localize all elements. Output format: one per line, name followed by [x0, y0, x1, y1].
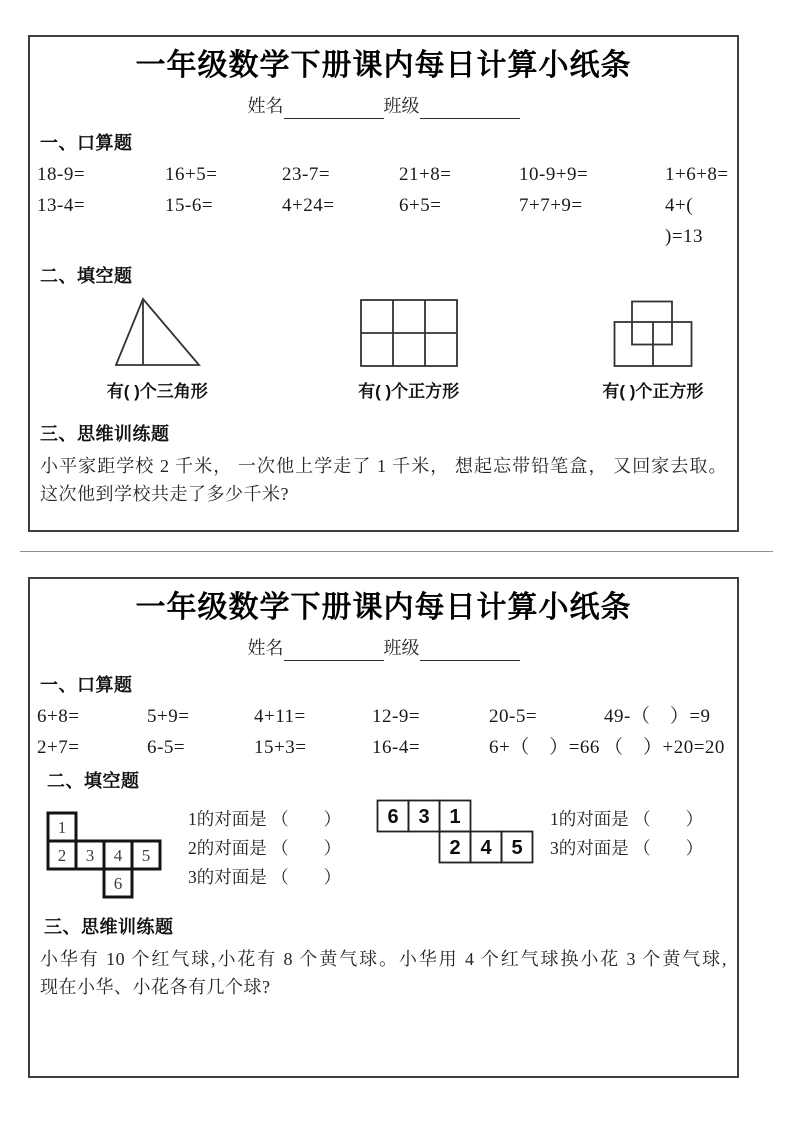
square-grid-figure [359, 298, 459, 368]
oral-problem: （ ）+20=20 [604, 737, 725, 758]
fill-section-heading: 二、填空题 [40, 266, 133, 286]
thinking-problem-line: 小平家距学校 2 千米， 一次他上学走了 1 千米， 想起忘带铅笔盒， 又回家去取。 [40, 456, 727, 476]
net-cell-label: 6 [387, 806, 399, 828]
net-cell-label: 1 [449, 806, 461, 828]
oral-problem: 16-4= [372, 737, 421, 758]
oral-problem: 6+（ ）=66 [489, 737, 600, 758]
name-blank [284, 641, 384, 661]
oral-problem: 21+8= [399, 164, 452, 185]
page-title: 一年级数学下册课内每日计算小纸条 [135, 49, 632, 82]
oral-problems [30, 697, 737, 763]
oral-problem: 23-7= [282, 164, 331, 185]
oral-section-heading: 一、口算题 [40, 133, 133, 153]
opposite-face-question: 1的对面是 （ ） [550, 809, 704, 829]
oral-problem: 2+7= [37, 737, 80, 758]
grid-figure-block [325, 298, 493, 402]
oral-problem: 6+5= [399, 195, 442, 216]
worksheet-card-2 [28, 577, 739, 1078]
cube-net-cross-figure [46, 811, 164, 901]
net-cell-label: 2 [57, 846, 67, 865]
oral-problem: 4+11= [254, 706, 306, 727]
name-blank [284, 99, 384, 119]
oral-problem: 10-9+9= [519, 164, 589, 185]
opposite-face-question: 1的对面是 （ ） [188, 809, 342, 829]
thinking-section-heading: 三、思维训练题 [40, 424, 170, 444]
page-divider-line [20, 551, 773, 552]
oral-problem: 12-9= [372, 706, 421, 727]
net-cell-label: 5 [511, 837, 523, 859]
opposite-face-questions-right [550, 805, 703, 863]
net-cell-label: 5 [141, 846, 151, 865]
name-class-line [30, 93, 737, 119]
oral-problem: 20-5= [489, 706, 538, 727]
overlapping-squares-figure [613, 300, 693, 368]
name-label: 姓名 [247, 638, 284, 658]
thinking-problem-line: 小华有 10 个红气球,小花有 8 个黄气球。小华用 4 个红气球换小花 3 个黄气球, [40, 949, 727, 969]
name-class-line [30, 635, 737, 661]
figure-caption: 有( )个正方形 [358, 382, 460, 401]
triangle-figure-block [76, 296, 239, 402]
class-label: 班级 [383, 96, 420, 116]
oral-problem: 4+24= [282, 195, 335, 216]
oral-problem: 4+( )=13 [665, 195, 704, 247]
oral-problem: 16+5= [165, 164, 218, 185]
oral-problem: 15+3= [254, 737, 307, 758]
fill-figures [30, 296, 737, 402]
thinking-section-heading: 三、思维训练题 [44, 917, 174, 937]
class-label: 班级 [383, 638, 420, 658]
net-cell-label: 1 [57, 818, 67, 837]
cube-net-exercise [30, 797, 737, 901]
oral-problem: 7+7+9= [519, 195, 583, 216]
name-label: 姓名 [247, 96, 284, 116]
oral-problem: 18-9= [37, 164, 86, 185]
fill-section-heading: 二、填空题 [47, 771, 140, 791]
net-cell-label: 3 [85, 846, 95, 865]
oral-problems [30, 155, 737, 252]
net-cell-label: 6 [113, 874, 123, 893]
oral-problem: 6-5= [147, 737, 186, 758]
overlap-figure-block [569, 300, 737, 402]
net-cell-label: 3 [418, 806, 430, 828]
net-cell-label: 4 [113, 846, 123, 865]
cube-net-zigzag-figure [376, 799, 536, 866]
worksheet-card-1 [28, 35, 739, 532]
figure-caption: 有( )个正方形 [602, 382, 704, 401]
oral-problem: 5+9= [147, 706, 190, 727]
oral-problem: 13-4= [37, 195, 86, 216]
class-blank [420, 641, 520, 661]
oral-problem: 6+8= [37, 706, 80, 727]
opposite-face-questions-left [188, 805, 360, 892]
oral-problem: 15-6= [165, 195, 214, 216]
thinking-problem-line: 这次他到学校共走了多少千米? [40, 484, 289, 504]
oral-problem: 49-（ ）=9 [604, 706, 711, 727]
opposite-face-question: 3的对面是 （ ） [188, 867, 342, 887]
oral-problem: 1+6+8= [665, 164, 729, 185]
opposite-face-question: 3的对面是 （ ） [550, 838, 704, 858]
thinking-problem-line: 现在小华、小花各有几个球? [40, 977, 271, 997]
net-cell-label: 4 [480, 837, 492, 859]
opposite-face-question: 2的对面是 （ ） [188, 838, 342, 858]
divided-triangle-figure [112, 296, 202, 368]
oral-section-heading: 一、口算题 [40, 675, 133, 695]
net-cell-label: 2 [449, 837, 461, 859]
class-blank [420, 99, 520, 119]
figure-caption: 有( )个三角形 [106, 382, 208, 401]
page-title: 一年级数学下册课内每日计算小纸条 [135, 591, 632, 624]
